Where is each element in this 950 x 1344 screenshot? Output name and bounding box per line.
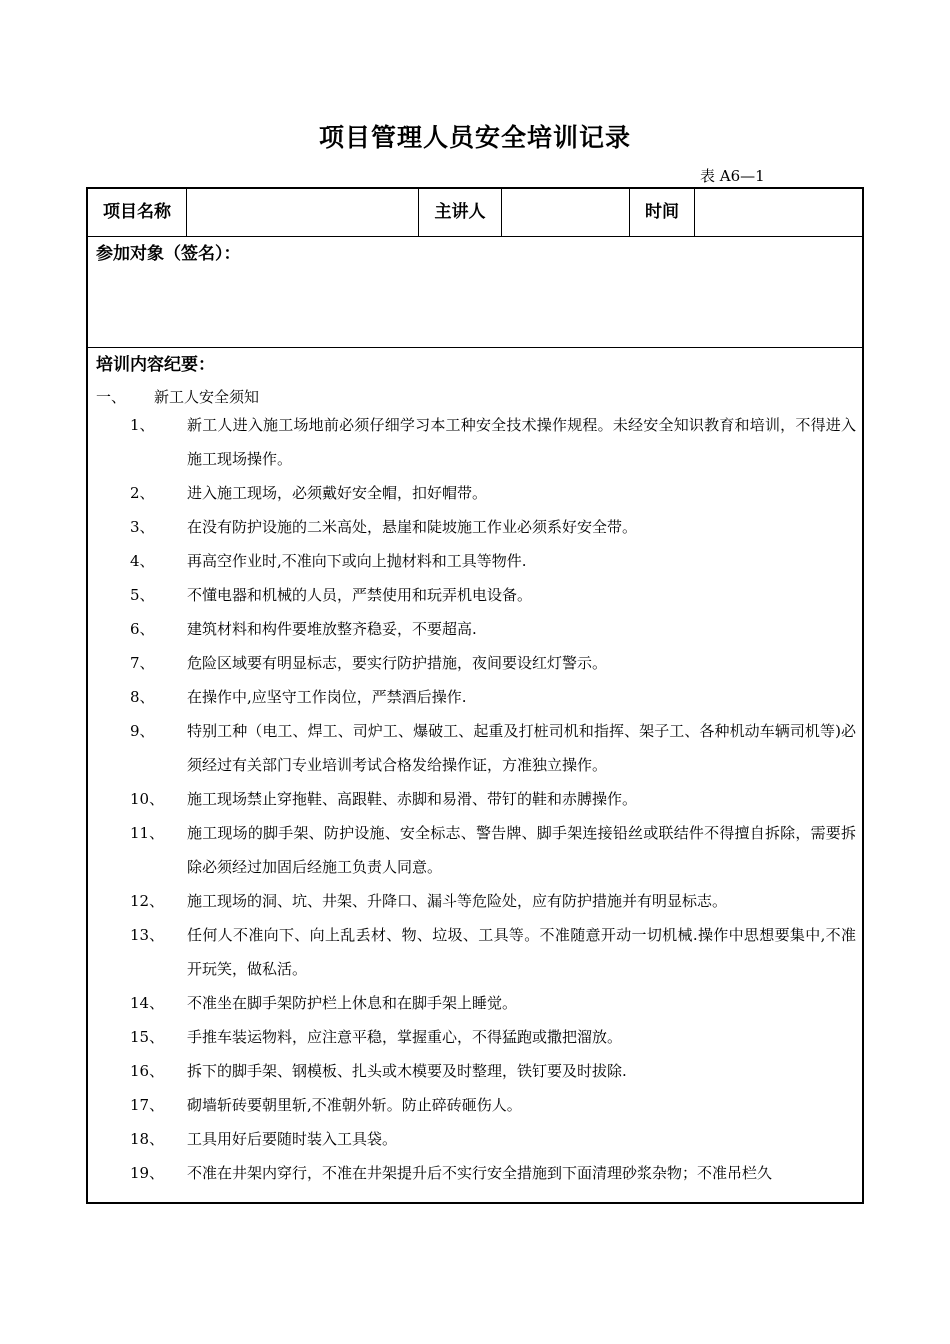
item-text: 在操作中,应坚守工作岗位，严禁酒后操作. bbox=[187, 688, 467, 706]
list-item bbox=[88, 782, 862, 816]
list-item bbox=[88, 884, 862, 918]
item-text: 拆下的脚手架、钢模板、扎头或木模要及时整理，铁钉要及时拔除. bbox=[187, 1062, 627, 1080]
participants-section[interactable] bbox=[88, 237, 862, 348]
list-item bbox=[88, 714, 862, 782]
summary-label: 培训内容纪要： bbox=[96, 355, 215, 375]
item-number: 18、 bbox=[130, 1130, 165, 1148]
list-item bbox=[88, 918, 862, 986]
item-text: 不准坐在脚手架防护栏上休息和在脚手架上睡觉。 bbox=[187, 994, 518, 1012]
item-number: 8、 bbox=[130, 688, 155, 706]
item-number: 7、 bbox=[130, 654, 155, 672]
section-title: 新工人安全须知 bbox=[154, 388, 260, 406]
item-number: 6、 bbox=[130, 620, 155, 638]
list-item bbox=[88, 816, 862, 884]
item-text: 新工人进入施工场地前必须仔细学习本工种安全技术操作规程。未经安全知识教育和培训，不得进入施工现场操作。 bbox=[187, 416, 856, 468]
item-text: 手推车装运物料，应注意平稳，掌握重心，不得猛跑或撒把溜放。 bbox=[187, 1028, 623, 1046]
participants-label: 参加对象（签名）： bbox=[96, 244, 241, 264]
item-text: 任何人不准向下、向上乱丢材、物、垃圾、工具等。不准随意开动一切机械.操作中思想要集中,不准开玩笑，做私活。 bbox=[187, 926, 856, 978]
item-text: 不准在井架内穿行，不准在井架提升后不实行安全措施到下面清理砂浆杂物；不准吊栏久 bbox=[187, 1164, 773, 1182]
lecturer-label: 主讲人 bbox=[434, 202, 486, 222]
list-item bbox=[88, 544, 862, 578]
item-text: 再高空作业时,不准向下或向上抛材料和工具等物件. bbox=[187, 552, 527, 570]
list-item bbox=[88, 510, 862, 544]
item-number: 13、 bbox=[130, 926, 165, 944]
item-number: 2、 bbox=[130, 484, 155, 502]
list-item bbox=[88, 680, 862, 714]
document-title: 项目管理人员安全培训记录 bbox=[318, 123, 631, 152]
item-text: 在没有防护设施的二米高处，悬崖和陡坡施工作业必须系好安全带。 bbox=[187, 518, 638, 536]
project-name-label: 项目名称 bbox=[103, 202, 171, 222]
item-number: 9、 bbox=[130, 722, 155, 740]
rules-list bbox=[88, 408, 862, 1190]
list-item bbox=[88, 1122, 862, 1156]
item-number: 3、 bbox=[130, 518, 155, 536]
list-item bbox=[88, 1156, 862, 1190]
list-item bbox=[88, 578, 862, 612]
item-number: 14、 bbox=[130, 994, 165, 1012]
list-item bbox=[88, 986, 862, 1020]
item-number: 16、 bbox=[130, 1062, 165, 1080]
list-item bbox=[88, 476, 862, 510]
lecturer-field[interactable] bbox=[502, 189, 629, 236]
item-number: 1、 bbox=[130, 416, 155, 434]
item-number: 12、 bbox=[130, 892, 165, 910]
item-number: 10、 bbox=[130, 790, 165, 808]
item-number: 17、 bbox=[130, 1096, 165, 1114]
item-text: 特别工种（电工、焊工、司炉工、爆破工、起重及打桩司机和指挥、架子工、各种机动车辆司机等)必须经过有关部门专业培训考试合格发给操作证，方准独立操作。 bbox=[187, 722, 856, 774]
item-text: 施工现场的脚手架、防护设施、安全标志、警告牌、脚手架连接铅丝或联结件不得擅自拆除，需要拆除必须经过加固后经施工负责人同意。 bbox=[187, 824, 856, 876]
item-text: 施工现场禁止穿拖鞋、高跟鞋、赤脚和易滑、带钉的鞋和赤膊操作。 bbox=[187, 790, 638, 808]
item-text: 建筑材料和构件要堆放整齐稳妥，不要超高. bbox=[187, 620, 477, 638]
list-item bbox=[88, 1054, 862, 1088]
item-number: 15、 bbox=[130, 1028, 165, 1046]
training-summary-section bbox=[88, 348, 862, 1204]
item-number: 11、 bbox=[130, 824, 165, 842]
item-number: 5、 bbox=[130, 586, 155, 604]
section-number: 一、 bbox=[96, 388, 127, 406]
list-item bbox=[88, 612, 862, 646]
header-row bbox=[88, 189, 862, 237]
time-label: 时间 bbox=[645, 202, 679, 222]
item-text: 砌墙斩砖要朝里斩,不准朝外斩。防止碎砖砸伤人。 bbox=[187, 1096, 522, 1114]
list-item bbox=[88, 646, 862, 680]
item-text: 工具用好后要随时装入工具袋。 bbox=[187, 1130, 398, 1148]
section-heading bbox=[96, 386, 259, 407]
item-text: 进入施工现场，必须戴好安全帽，扣好帽带。 bbox=[187, 484, 488, 502]
item-text: 不懂电器和机械的人员，严禁使用和玩弄机电设备。 bbox=[187, 586, 533, 604]
time-field[interactable] bbox=[695, 189, 862, 236]
project-name-field[interactable] bbox=[187, 189, 418, 236]
item-number: 4、 bbox=[130, 552, 155, 570]
list-item bbox=[88, 408, 862, 476]
list-item bbox=[88, 1020, 862, 1054]
item-text: 施工现场的洞、坑、井架、升降口、漏斗等危险处，应有防护措施并有明显标志。 bbox=[187, 892, 728, 910]
form-number: 表 A6—1 bbox=[700, 167, 765, 185]
list-item bbox=[88, 1088, 862, 1122]
item-number: 19、 bbox=[130, 1164, 165, 1182]
record-table bbox=[86, 187, 864, 1204]
item-text: 危险区域要有明显标志，要实行防护措施，夜间要设红灯警示。 bbox=[187, 654, 608, 672]
